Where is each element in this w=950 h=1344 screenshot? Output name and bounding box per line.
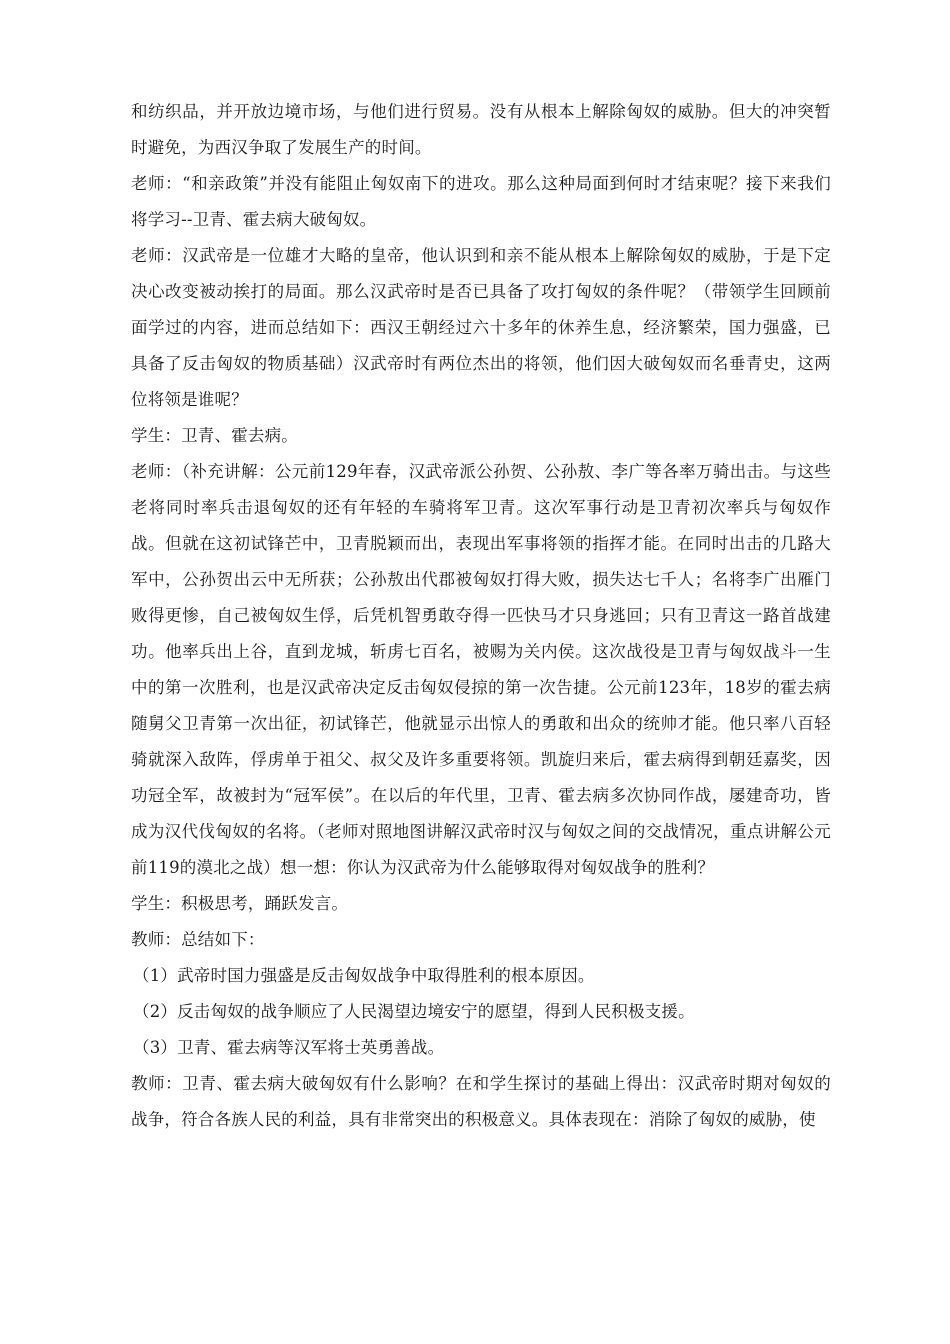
- paragraph-teacher-supplement: 老师：（补充讲解：公元前129年春，汉武帝派公孙贺、公孙敖、李广等各率万骑出击。与这些老将同时率兵击退匈奴的还有年轻的车骑将军卫青。这次军事行动是卫青初次率兵与匈奴作战。但就在这初试锋芒中，卫青脱颖而出，表现出军事将领的指挥才能。在同时出击的几路大军中，公孙贺出云中无所获；公孙敖出代郡被匈奴打得大败，损失达七千人；名将李广出雁门败得更惨，自己被匈奴生俘，后凭机智勇敢夺得一匹快马才只身逃回；只有卫青这一路首战建功。他率兵出上谷，直到龙城，斩虏七百名，被赐为关内侯。这次战役是卫青与匈奴战斗一生中的第一次胜利，也是汉武帝决定反击匈奴侵掠的第一次告捷。公元前123年，18岁的霍去病随舅父卫青第一次出征，初试锋芒，他就显示出惊人的勇敢和出众的统帅才能。他只率八百轻骑就深入敌阵，俘虏单于祖父、叔父及许多重要将领。凯旋归来后，霍去病得到朝廷嘉奖，因功冠全军，故被封为“冠军侯”。在以后的年代里，卫青、霍去病多次协同作战，屡建奇功，皆成为汉代伐匈奴的名将。（老师对照地图讲解汉武帝时汉与匈奴之间的交战情况，重点讲解公元前119的漠北之战）想一想：你认为汉武帝为什么能够取得对匈奴战争的胜利？: [131, 462, 831, 877]
- paragraph-student-answer: 学生：卫青、霍去病。: [131, 426, 298, 445]
- paragraph-teacher-impact: 教师：卫青、霍去病大破匈奴有什么影响？在和学生探讨的基础上得出：汉武帝时期对匈奴的战争，符合各族人民的利益，具有非常突出的积极意义。具体表现在：消除了匈奴的威胁，使: [131, 1074, 831, 1129]
- summary-item-2: （2）反击匈奴的战争顺应了人民渴望边境安宁的愿望，得到人民积极支援。: [133, 1002, 695, 1021]
- summary-item-3: （3）卫青、霍去病等汉军将士英勇善战。: [133, 1038, 445, 1057]
- paragraph-student-discussion: 学生：积极思考，踊跃发言。: [131, 894, 349, 913]
- document-body: [131, 94, 831, 1138]
- paragraph-trade-policy: 和纺织品，并开放边境市场，与他们进行贸易。没有从根本上解除匈奴的威胁。但大的冲突暂时避免，为西汉争取了发展生产的时间。: [131, 102, 831, 157]
- summary-item-1: （1）武帝时国力强盛是反击匈奴战争中取得胜利的根本原因。: [133, 966, 595, 985]
- paragraph-teacher-wudi: 老师：汉武帝是一位雄才大略的皇帝，他认识到和亲不能从根本上解除匈奴的威胁，于是下定决心改变被动挨打的局面。那么汉武帝时是否已具备了攻打匈奴的条件呢？（带领学生回顾前面学过的内容，进而总结如下：西汉王朝经过六十多年的休养生息，经济繁荣，国力强盛，已具备了反击匈奴的物质基础）汉武帝时有两位杰出的将领，他们因大破匈奴而名垂青史，这两位将领是谁呢？: [131, 246, 831, 409]
- paragraph-teacher-heqin: 老师：“和亲政策”并没有能阻止匈奴南下的进攻。那么这种局面到何时才结束呢？接下来我们将学习--卫青、霍去病大破匈奴。: [131, 174, 831, 229]
- paragraph-teacher-summary-intro: 教师：总结如下：: [131, 930, 265, 949]
